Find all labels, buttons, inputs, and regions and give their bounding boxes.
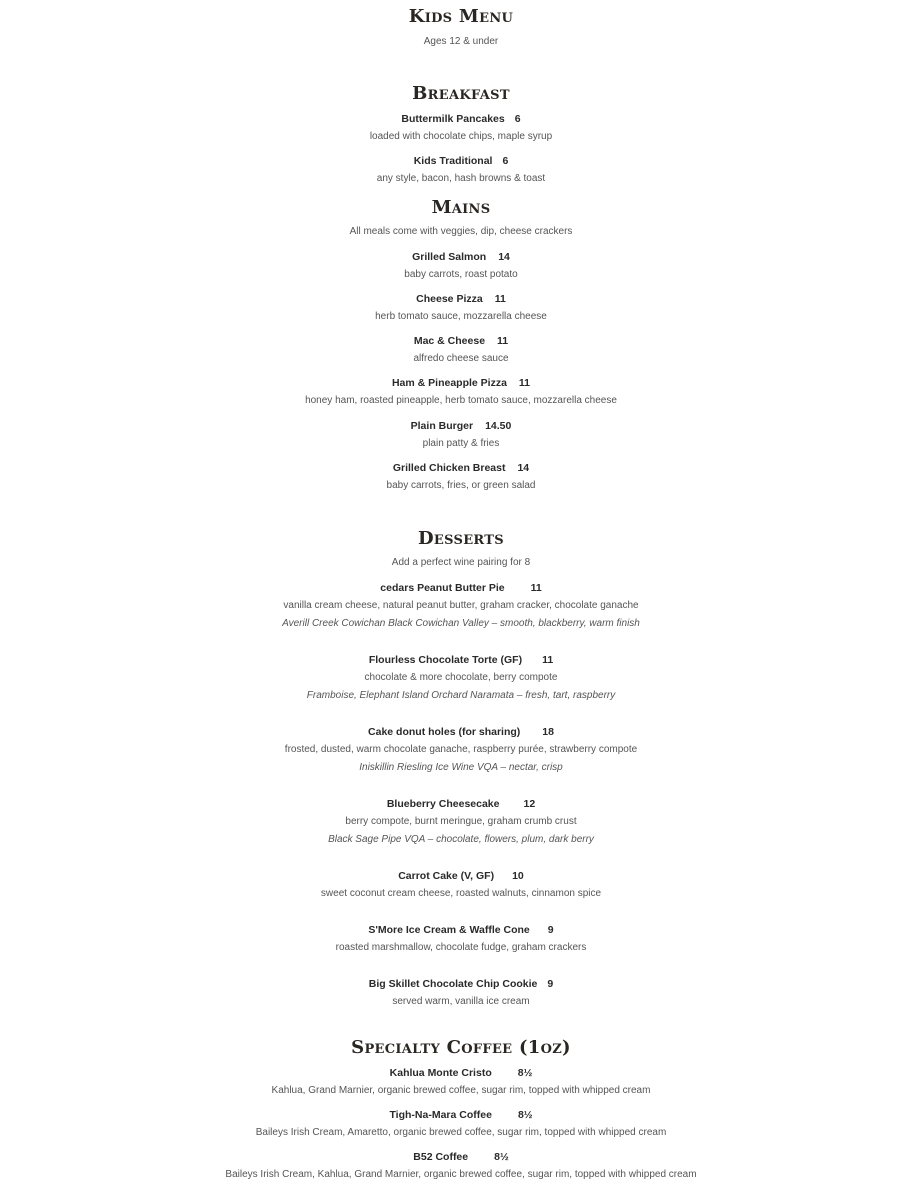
menu-item-desc: chocolate & more chocolate, berry compote: [364, 672, 558, 683]
menu-item-name: Grilled Chicken Breast 14: [392, 462, 530, 474]
menu-item-desc: Baileys Irish Cream, Kahlua, Grand Marnier, organic brewed coffee, sugar rim, topped with whipped cream: [225, 1169, 697, 1180]
menu-item-name: Kids Traditional 6: [413, 155, 509, 167]
wine-pairing: Framboise, Elephant Island Orchard Naramata – fresh, tart, raspberry: [306, 690, 616, 701]
menu-item-name: Big Skillet Chocolate Chip Cookie 9: [368, 978, 554, 990]
menu-item-desc: roasted marshmallow, chocolate fudge, graham crackers: [335, 942, 587, 953]
menu-item-desc: frosted, dusted, warm chocolate ganache, raspberry purée, strawberry compote: [284, 744, 638, 755]
menu-item-desc: sweet coconut cream cheese, roasted walnuts, cinnamon spice: [320, 888, 602, 899]
kids-menu-title: Kids Menu: [408, 6, 514, 27]
menu-item-price: 9: [547, 978, 554, 990]
kids-menu-subtitle: Ages 12 & under: [423, 36, 499, 47]
menu-item-name: Cheese Pizza 11: [416, 293, 506, 305]
menu-item-desc: loaded with chocolate chips, maple syrup: [369, 131, 553, 142]
menu-item-price: 12: [523, 798, 536, 810]
menu-item-price: 11: [542, 654, 554, 666]
menu-item-price: 11: [518, 377, 531, 389]
menu-item-price: 14.50: [485, 420, 512, 432]
menu-item-desc: any style, bacon, hash browns & toast: [376, 173, 546, 184]
menu-item-name: Grilled Salmon 14: [412, 251, 510, 263]
menu-item-price: 8½: [517, 1109, 533, 1121]
menu-item-desc: served warm, vanilla ice cream: [392, 996, 530, 1007]
menu-item-desc: alfredo cheese sauce: [413, 353, 509, 364]
menu-item-desc: baby carrots, roast potato: [404, 269, 518, 280]
menu-item-desc: Kahlua, Grand Marnier, organic brewed coffee, sugar rim, topped with whipped cream: [271, 1085, 651, 1096]
menu-item-price: 18: [542, 726, 554, 738]
mains-subtitle: All meals come with veggies, dip, cheese crackers: [349, 226, 573, 237]
menu-item-desc: plain patty & fries: [422, 438, 500, 449]
menu-item-name: Ham & Pineapple Pizza 11: [391, 377, 531, 389]
menu-item-name: S'More Ice Cream & Waffle Cone 9: [368, 924, 554, 936]
menu-item-desc: honey ham, roasted pineapple, herb tomato sauce, mozzarella cheese: [305, 395, 617, 406]
menu-item-price: 8½: [494, 1151, 509, 1163]
menu-item-price: 6: [514, 113, 521, 125]
menu-item-name: Carrot Cake (V, GF) 10: [398, 870, 524, 882]
desserts-title: Desserts: [418, 528, 504, 549]
menu-item-price: 11: [530, 582, 542, 594]
wine-pairing: Iniskillin Riesling Ice Wine VQA – nectar, crisp: [359, 762, 563, 773]
menu-item-name: Plain Burger 14.50: [410, 420, 512, 432]
menu-item-name: Flourless Chocolate Torte (GF) 11: [368, 654, 554, 666]
menu-item-desc: berry compote, burnt meringue, graham crumb crust: [345, 816, 577, 827]
menu-item-name: Kahlua Monte Cristo 8½: [389, 1067, 533, 1079]
desserts-subtitle: Add a perfect wine pairing for 8: [391, 557, 531, 568]
menu-item-name: Blueberry Cheesecake 12: [386, 798, 536, 810]
menu-item-name: Buttermilk Pancakes 6: [401, 113, 521, 125]
menu-item-price: 11: [494, 293, 506, 305]
menu-item-name: B52 Coffee 8½: [413, 1151, 509, 1163]
breakfast-title: Breakfast: [412, 83, 510, 104]
coffee-title: Specialty Coffee (1oz): [351, 1037, 571, 1058]
menu-item-price: 14: [517, 462, 530, 474]
menu-item-desc: vanilla cream cheese, natural peanut butter, graham cracker, chocolate ganache: [283, 600, 639, 611]
menu-item-price: 6: [502, 155, 509, 167]
menu-item-name: Mac & Cheese 11: [413, 335, 509, 347]
menu-item-name: Cake donut holes (for sharing) 18: [368, 726, 554, 738]
menu-item-price: 14: [498, 251, 510, 263]
wine-pairing: Black Sage Pipe VQA – chocolate, flowers, plum, dark berry: [328, 834, 594, 845]
wine-pairing: Averill Creek Cowichan Black Cowichan Valley – smooth, blackberry, warm finish: [282, 618, 640, 629]
menu-item-desc: baby carrots, fries, or green salad: [386, 480, 536, 491]
menu-item-desc: herb tomato sauce, mozzarella cheese: [375, 311, 547, 322]
menu-item-price: 10: [512, 870, 524, 882]
menu-item-name: cedars Peanut Butter Pie 11: [380, 582, 542, 594]
menu-item-desc: Baileys Irish Cream, Amaretto, organic brewed coffee, sugar rim, topped with whipped cream: [255, 1127, 667, 1138]
menu-item-price: 11: [497, 335, 509, 347]
menu-item-price: 8½: [517, 1067, 533, 1079]
mains-title: Mains: [431, 197, 491, 218]
menu-item-price: 9: [547, 924, 554, 936]
menu-item-name: Tigh-Na-Mara Coffee 8½: [389, 1109, 533, 1121]
